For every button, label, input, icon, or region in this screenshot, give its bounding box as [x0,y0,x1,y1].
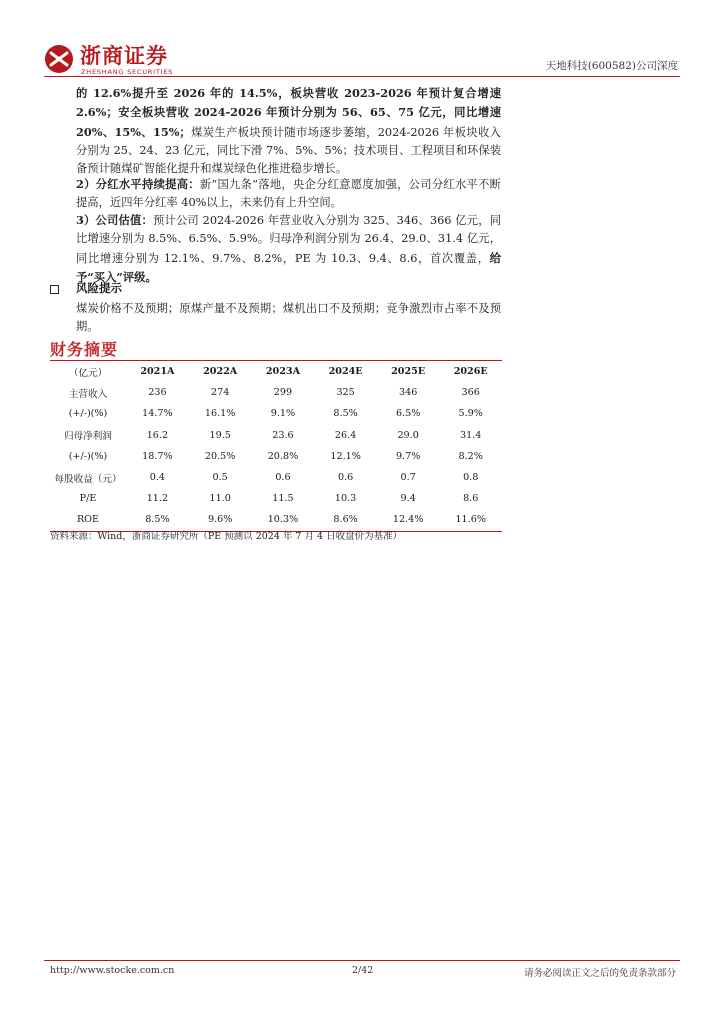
column-header: 2021A [140,366,175,378]
table-cell: 20.5% [204,450,236,462]
table-cell: 9.4 [400,493,416,505]
table-cell: 0.8 [463,472,479,484]
row-label: P/E [79,493,97,505]
table-cell: 10.3 [334,493,357,505]
unit-label: （亿元） [68,367,108,379]
table-row [50,488,502,509]
table-cell: 0.4 [149,472,166,484]
brand-subtitle: ZHESHANG SECURITIES [81,68,174,76]
table-cell: 31.4 [460,429,482,441]
table-cell: 26.4 [334,429,357,441]
column-header: 2022A [203,366,238,378]
table-cell: 11.5 [272,493,294,505]
table-cell: 299 [273,387,293,399]
table-cell: 8.5% [145,514,170,526]
table-cell: 274 [211,387,230,399]
rating-text: 给予“买入”评级。 [76,250,501,284]
table-cell: 16.1% [204,408,236,420]
table-cell: 8.5% [333,408,358,420]
brand-name: 浙商证券 [80,44,168,68]
table-cell: 8.6% [333,514,358,526]
financial-summary-title: 财务摘要 [50,340,119,359]
financial-summary-table [50,360,502,532]
footer-disclaimer: 请务必阅读正文之后的免责条款部分 [523,968,676,979]
table-cell: 16.2 [146,429,169,441]
valuation-heading: 3）公司估值： [76,213,153,227]
table-cell: 11.6% [455,514,486,526]
table-cell: 11.0 [209,493,231,505]
header-divider [44,76,680,77]
risk-title: 风险提示 [76,281,122,295]
footer-url[interactable]: http://www.stocke.com.cn [50,965,175,976]
table-cell: 346 [398,387,418,399]
column-header: 2025E [391,366,426,378]
column-header: 2024E [328,366,363,378]
dividend-heading: 2）分红水平持续提高： [76,177,200,191]
segment-forecast-text: 煤炭生产板块预计随市场逐步萎缩，2024-2026 年板块收入分别为 25、24、23 亿元，同比下滑 7%、5%、5%；技术项目、工程项目和环保装备预计随煤矿智能化提升和煤炭绿色化推进稳步增长。 [76,125,501,176]
dividend-text: 新“国九条”落地，央企分红意愿度加强，公司分红水平不断提高，近四年分红率 40%以上，未来仍有上升空间。 [76,178,501,210]
checkbox-bullet-icon [50,285,59,294]
table-cell: 8.2% [458,450,483,462]
table-cell: 10.3% [267,514,299,526]
row-label: (+/-)(%) [68,408,108,420]
table-cell: 19.5 [209,429,231,441]
table-row [50,425,502,446]
zheshang-logo-icon [44,44,74,74]
table-cell: 0.5 [212,472,228,484]
table-cell: 366 [461,387,480,399]
table-cell: 14.7% [142,408,173,420]
page-number: 2/42 [352,965,374,976]
table-cell: 0.6 [275,472,291,484]
table-row [50,382,502,403]
row-label: 主营收入 [68,388,108,400]
risk-text: 煤炭价格不及预期；原煤产量不及预期；煤机出口不及预期；竞争激烈市占率不及预期。 [76,302,501,334]
table-cell: 11.2 [146,493,169,505]
table-cell: 9.6% [207,514,233,526]
table-cell: 5.9% [458,408,483,420]
column-header: 2026E [453,366,488,378]
page-header [0,0,724,80]
table-cell: 325 [336,387,355,399]
table-cell: 20.8% [267,450,299,462]
footer-divider [44,960,680,961]
table-cell: 12.4% [392,514,424,526]
report-identifier: 天地科技(600582)公司深度 [545,60,678,72]
table-row [50,446,502,467]
table-cell: 0.6 [337,472,354,484]
data-source-note: 资料来源：Wind，浙商证券研究所（PE 预测以 2024 年 7 月 4 日收盘价为基准） [50,531,403,542]
row-label: (+/-)(%) [68,450,108,462]
table-cell: 0.7 [400,472,416,484]
table-cell: 23.6 [272,429,294,441]
table-cell: 8.6 [463,493,479,505]
segment-forecast-bold: 的 12.6%提升至 2026 年的 14.5%，板块营收 2023-2026 年预计复合增速 2.6%；安全板块营收 2024-2026 年预计分别为 56、65、75 亿元，同比增速 20%、15%、15%； [76,86,501,139]
table-cell: 9.1% [270,408,296,420]
column-header: 2023A [265,366,301,378]
table-cell: 29.0 [397,429,419,441]
row-label: 归母净利润 [64,431,112,443]
table-header-row [50,361,502,383]
table-row [50,403,502,424]
row-label: 每股收益（元） [54,473,122,485]
valuation-paragraph [76,211,501,287]
table-cell: 18.7% [142,450,173,462]
table-cell: 236 [148,387,167,399]
table-cell: 9.7% [395,450,421,462]
valuation-text: 预计公司 2024-2026 年营业收入分别为 325、346、366 亿元，同比增速分别为 8.5%、6.5%、5.9%。归母净利润分别为 26.4、29.0、31.4 亿元，同比增速分别为 12.1%、9.7%、8.2%，PE 为 10.3、9.4、8.6，首次覆盖， [76,214,501,265]
row-label: ROE [76,514,100,526]
forecast-paragraph-1 [76,84,501,178]
table-cell: 6.5% [395,408,421,420]
table-row [50,467,502,488]
dividend-paragraph [76,175,501,213]
table-cell: 12.1% [330,450,361,462]
